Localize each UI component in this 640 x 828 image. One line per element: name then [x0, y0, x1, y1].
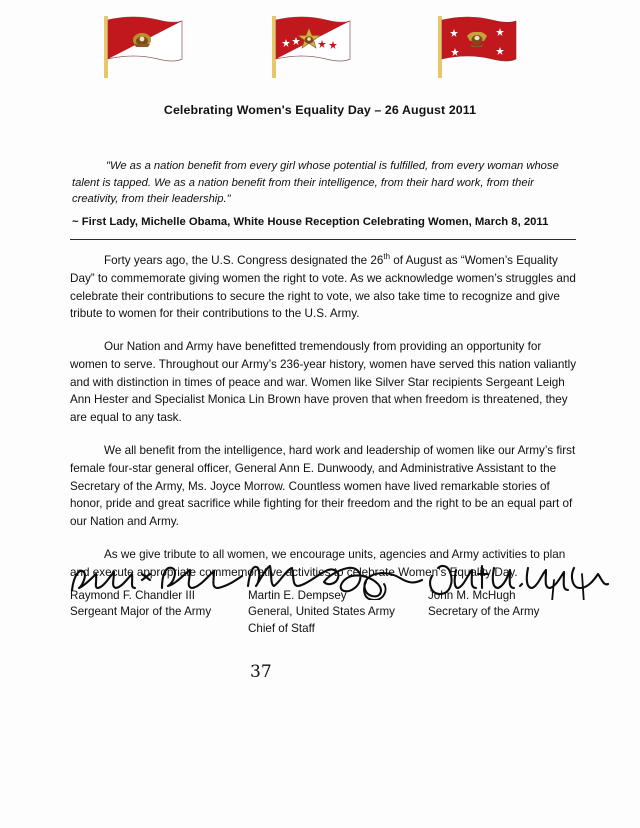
flag-row: [0, 12, 640, 84]
body-paragraph-2: Our Nation and Army have benefitted tremendously from providing an opportunity for women to serve. Throughout our Army’s 236-year history, women have served this nation valiantly and with distinction in times of peace and war. Women like Silver Star recipients Sergeant Leigh Ann Hester and Specialist Monica Lin Brown have proven that when freedom is threatened, they are equal to any task.: [70, 340, 577, 425]
chief-of-staff-of-the-army-flag: [264, 12, 356, 82]
sergeant-major-of-the-army-flag: [96, 12, 188, 82]
signature-block-chief-of-staff: [248, 588, 438, 637]
body-paragraph-3: We all benefit from the intelligence, hard work and leadership of women like our Army’s first female four-star general officer, General Ann E. Dunwoody, and Administrative Assistant to the Secretary of the Army, Ms. Joyce Morrow. Countless women have lived remarkable stories of honor, pride and great sacrifice while fighting for their freedom and the right to be an equal part of our Nation and Army.: [70, 444, 576, 529]
signature-title-line-1: Secretary of the Army: [428, 605, 540, 619]
body-paragraph-1: [70, 252, 578, 323]
handwritten-page-number: 37: [250, 662, 272, 682]
signature-title-line-1: General, United States Army: [248, 605, 395, 619]
signature-name: John M. McHugh: [428, 589, 516, 602]
paragraph-1-part-2: of August as “Women’s Equality Day” to commemorate giving women the right to vote. As we acknowledge women’s struggles and celebrate their contributions to secure the right to vote, we also take time to recognize and give tribute to women for their contributions to the U.S. Army.: [70, 254, 576, 321]
quote-attribution: ~ First Lady, Michelle Obama, White House Reception Celebrating Women, March 8, 2011: [72, 216, 549, 228]
signature-block-sergeant-major: [70, 588, 265, 621]
signature-name: Raymond F. Chandler III: [70, 589, 196, 602]
quote-body: "We as a nation benefit from every girl whose potential is fulfilled, from every woman whose talent is tapped. We as a nation benefit from their intelligence, from their hard work, from their creativity, from their leadership.": [72, 160, 559, 206]
paragraph-1-part-1: Forty years ago, the U.S. Congress designated the 26: [104, 254, 384, 267]
signature-area: [0, 588, 640, 708]
ordinal-suffix: th: [383, 252, 390, 262]
quote-text: [72, 158, 577, 208]
horizontal-rule: [70, 239, 576, 240]
secretary-of-the-army-flag: [430, 12, 522, 82]
signature-block-secretary: [428, 588, 613, 621]
signature-name: Martin E. Dempsey: [248, 589, 347, 602]
body-paragraph-4: As we give tribute to all women, we encourage units, agencies and Army activities to plan and execute appropriate commemorative activities to celebrate Women’s Equality Day.: [70, 547, 566, 579]
signature-title-line-2: Chief of Staff: [248, 621, 315, 635]
page-title: Celebrating Women's Equality Day – 26 August 2011: [163, 103, 477, 117]
signature-title-line-1: Sergeant Major of the Army: [70, 605, 212, 619]
body-content: [70, 252, 578, 597]
